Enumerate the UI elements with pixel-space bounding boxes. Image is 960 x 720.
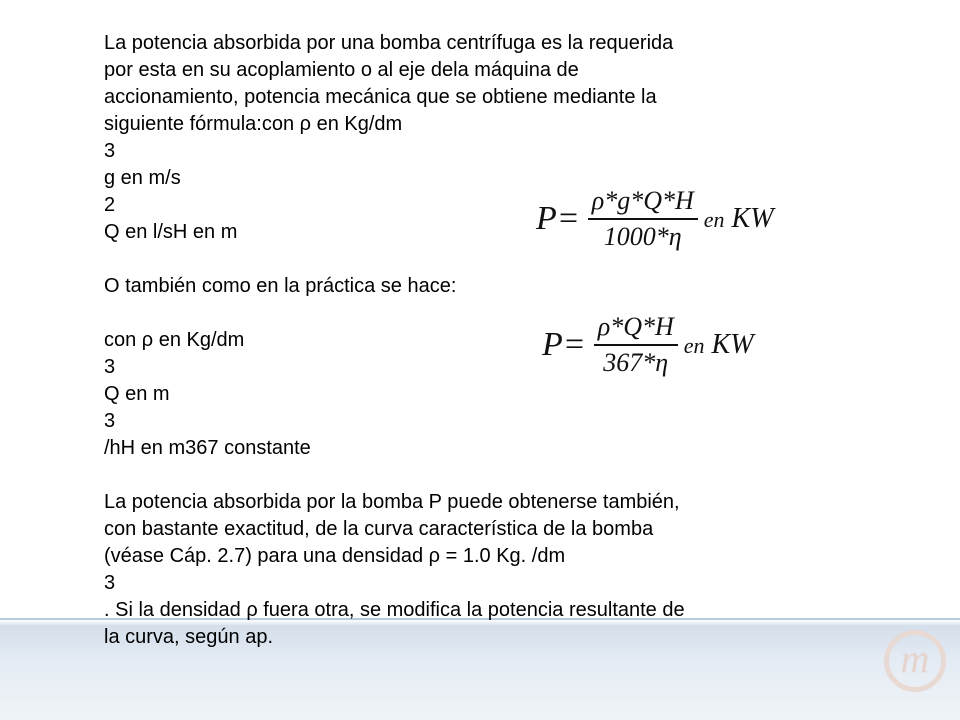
logo-letter: m bbox=[900, 636, 930, 681]
text-line: 3 bbox=[104, 356, 116, 378]
text-line: con bastante exactitud, de la curva característica de la bomba bbox=[104, 518, 654, 540]
power-formula-2 bbox=[542, 312, 754, 378]
formula-numerator: ρ*Q*H bbox=[597, 312, 674, 341]
text-line: . Si la densidad ρ fuera otra, se modifica la potencia resultante de bbox=[104, 599, 685, 621]
text-line: /hH en m367 constante bbox=[104, 437, 311, 459]
text-line: por esta en su acoplamiento o al eje dela máquina de bbox=[104, 59, 579, 81]
formula-denominator: 367*η bbox=[603, 348, 669, 377]
text-line: 3 bbox=[104, 410, 116, 432]
text-line: (véase Cáp. 2.7) para una densidad ρ = 1.0 Kg. /dm bbox=[104, 545, 566, 567]
formula-unit: en KW bbox=[683, 329, 754, 360]
text-line: la curva, según ap. bbox=[104, 626, 273, 648]
text-line: La potencia absorbida por una bomba centrífuga es la requerida bbox=[104, 32, 674, 54]
blank-line bbox=[104, 462, 824, 489]
text-line: g en m/s bbox=[104, 167, 181, 189]
formula-lhs: P= bbox=[542, 326, 586, 363]
text-line: La potencia absorbida por la bomba P puede obtenerse también, bbox=[104, 491, 680, 513]
formula-fraction bbox=[594, 312, 678, 378]
formula-unit: en KW bbox=[703, 203, 774, 234]
text-line: siguiente fórmula:con ρ en Kg/dm bbox=[104, 113, 403, 135]
text-line: 3 bbox=[104, 140, 116, 162]
fraction-bar bbox=[588, 218, 698, 220]
logo-icon bbox=[884, 630, 946, 692]
text-line: accionamiento, potencia mecánica que se obtiene mediante la bbox=[104, 86, 657, 108]
text-line: con ρ en Kg/dm bbox=[104, 329, 245, 351]
text-line: 2 bbox=[104, 194, 116, 216]
text-line: O también como en la práctica se hace: bbox=[104, 275, 457, 297]
formula-numerator: ρ*g*Q*H bbox=[591, 186, 694, 215]
text-line: 3 bbox=[104, 572, 116, 594]
formula-fraction bbox=[588, 186, 698, 252]
power-formula-1 bbox=[536, 186, 774, 252]
fraction-bar bbox=[594, 344, 678, 346]
formula-denominator: 1000*η bbox=[603, 222, 682, 251]
text-line: Q en m bbox=[104, 383, 170, 405]
text-line: Q en l/sH en m bbox=[104, 221, 238, 243]
formula-lhs: P= bbox=[536, 200, 580, 237]
